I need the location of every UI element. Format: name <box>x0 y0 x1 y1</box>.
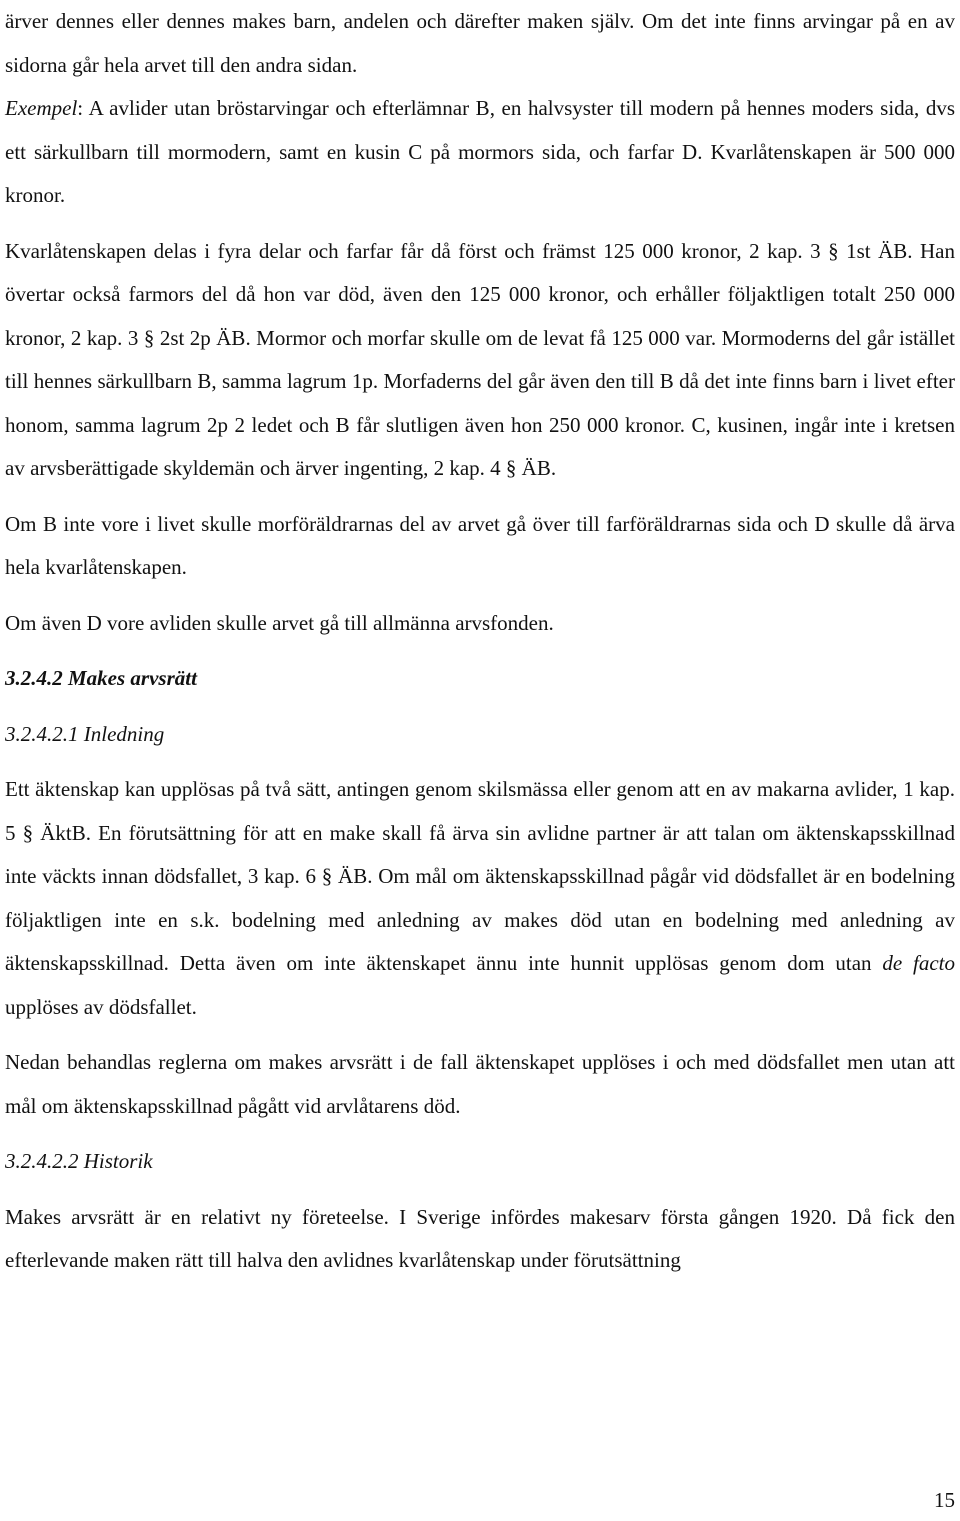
text-segment: ärver dennes eller dennes makes barn, andelen och därefter maken själv. Om det inte finns arvingar på en av sidorna går hela arvet till den andra sidan. <box>5 9 955 77</box>
paragraph-p8 <box>5 1196 955 1283</box>
section-heading-makes-arvsratt: 3.2.4.2 Makes arvsrätt <box>5 666 197 690</box>
body-text-block-1 <box>5 0 955 645</box>
italic-text-segment: Exempel <box>5 96 78 120</box>
page-number: 15 <box>934 1488 955 1512</box>
text-segment: Kvarlåtenskapen delas i fyra delar och farfar får då först och främst 125 000 kronor, 2 kap. 3 § 1st ÄB. Han övertar också farmors del då hon var död, även den 125 000 kronor, och erhåller följaktligen totalt 250 000 kronor, 2 kap. 3 § 2st 2p ÄB. Mormor och morfar skulle om de levat få 125 000 var. Mormoderns del går istället till hennes särkullbarn B, samma lagrum 1p. Morfaderns del går även den till B då det inte finns barn i livet efter honom, samma lagrum 2p 2 ledet och B får slutligen även hon 250 000 kronor. C, kusinen, ingår inte i kretsen av arvsberättigade skyldemän och ärver ingenting, 2 kap. 4 § ÄB. <box>5 238 955 480</box>
text-segment: Nedan behandlas reglerna om makes arvsrätt i de fall äktenskapet upplöses i och med dödsfallet men utan att mål om äktenskapsskillnad pågått vid arvlåtarens död. <box>5 1050 955 1118</box>
text-segment: upplöses av dödsfallet. <box>5 994 197 1019</box>
paragraph-p3 <box>5 230 955 491</box>
paragraph-p1 <box>5 0 955 87</box>
text-segment: Om B inte vore i livet skulle morföräldrarnas del av arvet gå över till farföräldrarnas sida och D skulle då ärva hela kvarlåtenskapen. <box>5 511 955 579</box>
subsection-heading-inledning: 3.2.4.2.1 Inledning <box>5 721 165 746</box>
document-page <box>5 0 955 1283</box>
paragraph-p7 <box>5 1041 955 1128</box>
text-segment: Makes arvsrätt är en relativt ny företeelse. I Sverige infördes makesarv första gången 1920. Då fick den efterlevande maken rätt till halva den avlidnes kvarlåtenskap under förutsättning <box>5 1204 955 1272</box>
paragraph-p5 <box>5 602 955 646</box>
text-segment: Om även D vore avliden skulle arvet gå till allmänna arvsfonden. <box>5 610 554 635</box>
paragraph-p2 <box>5 87 955 218</box>
subsection-heading-historik: 3.2.4.2.2 Historik <box>5 1149 153 1173</box>
paragraph-p4 <box>5 503 955 590</box>
text-segment: Ett äktenskap kan upplösas på två sätt, antingen genom skilsmässa eller genom att en av makarna avlider, 1 kap. 5 § ÄktB. En förutsättning för att en make skall få ärva sin avlidne partner är att talan om äktenskapsskillnad inte väckts innan dödsfallet, 3 kap. 6 § ÄB. Om mål om äktenskapsskillnad pågår vid dödsfallet är en bodelning följaktligen inte en s.k. bodelning med anledning av makes död utan en bodelning med anledning av äktenskapsskillnad. Detta även om inte äktenskapet ännu inte hunnit upplösas genom dom utan <box>5 777 955 975</box>
text-segment: : A avlider utan bröstarvingar och efterlämnar B, en halvsyster till modern på hennes moders sida, dvs ett särkullbarn till mormodern, samt en kusin C på mormors sida, och farfar D. Kvarlåtenskapen är 500 000 kronor. <box>5 96 955 207</box>
body-text-block-3 <box>5 1196 955 1283</box>
body-text-block-2 <box>5 768 955 1128</box>
italic-text-segment: de facto <box>882 951 955 975</box>
paragraph-p6 <box>5 768 955 1029</box>
